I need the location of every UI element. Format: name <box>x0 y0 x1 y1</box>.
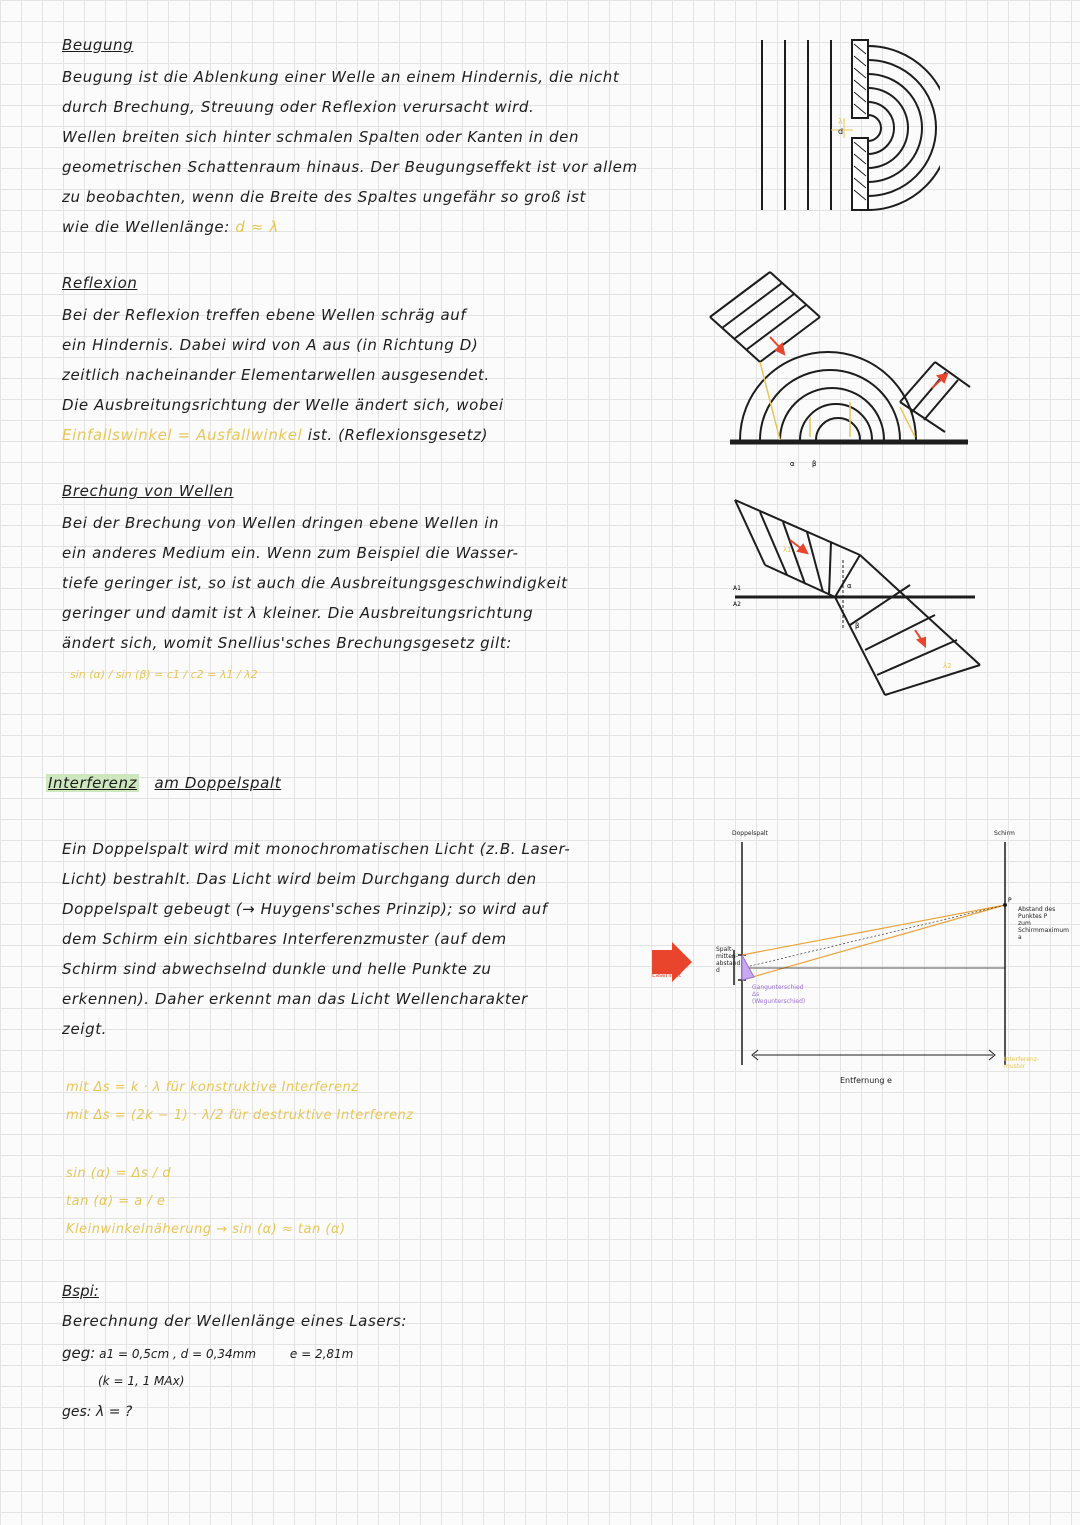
schirm-label: Schirm <box>994 830 1015 837</box>
interferenz-formulas-a <box>66 1074 414 1130</box>
lambda2-label: λ2 <box>943 662 952 670</box>
a2-label: A2 <box>733 601 741 608</box>
formula-destructive: mit Δs = (2k − 1) · λ/2 für destruktive Interferenz <box>66 1108 414 1123</box>
doppelspalt-label: Doppelspalt <box>732 830 768 837</box>
beta-label: β <box>855 622 860 630</box>
given-e: e = 2,81m <box>289 1347 354 1361</box>
reflexion-title: Reflexion <box>62 274 138 292</box>
refraction-figure <box>725 490 985 700</box>
reflexion-line: zeitlich nacheinander Elementarwellen ausgesendet. <box>62 366 490 384</box>
interferenz-title-rest: am Doppelspalt <box>154 774 282 792</box>
entfernung-label: Entfernung e <box>840 1076 892 1085</box>
alpha-label: α <box>847 582 852 590</box>
formula-constructive: mit Δs = k · λ für konstruktive Interferenz <box>66 1080 359 1095</box>
a1-label: A1 <box>733 585 741 592</box>
beugung-line-last <box>62 212 702 242</box>
gangunterschied-label: Gangunterschied Δs (Wegunterschied) <box>752 984 806 1005</box>
abstand-label: Abstand des Punktes P zum Schirmmaximum a <box>1018 906 1070 941</box>
brechung-line: geringer und damit ist λ kleiner. Die Ausbreitungsrichtung <box>62 604 534 622</box>
beugung-formula: d ≈ λ <box>235 218 279 236</box>
interferenz-title <box>46 774 281 792</box>
reflexion-law: Einfallswinkel = Ausfallwinkel <box>62 426 303 444</box>
interferenz-line: Ein Doppelspalt wird mit monochromatischen Licht (z.B. Laser- <box>62 840 571 858</box>
beugung-line: Beugung ist die Ablenkung einer Welle an einem Hindernis, die nicht <box>62 68 620 86</box>
brechung-line: tiefe geringer ist, so ist auch die Ausbreitungsgeschwindigkeit <box>62 574 568 592</box>
interferenz-line: dem Schirm ein sichtbares Interferenzmuster (auf dem <box>62 930 507 948</box>
reflexion-line: Bei der Reflexion treffen ebene Wellen schräg auf <box>62 306 467 324</box>
beispiel-given <box>62 1344 353 1362</box>
laserlicht-label: Laserlicht <box>652 972 682 979</box>
reflection-figure <box>700 262 980 472</box>
interferenz-formulas-b <box>66 1160 346 1244</box>
brechung-formula: sin (α) / sin (β) = c1 / c2 = λ1 / λ2 <box>70 668 258 681</box>
given-values: a1 = 0,5cm , d = 0,34mm <box>99 1347 257 1361</box>
beugung-line: geometrischen Schattenraum hinaus. Der Beugungseffekt ist vor allem <box>62 158 638 176</box>
beugung-line: wie die Wellenlänge: <box>62 218 230 236</box>
brechung-text <box>62 508 662 658</box>
beugung-title: Beugung <box>62 36 134 54</box>
beta-label: β <box>812 460 817 468</box>
beispiel-title: Bspi: <box>62 1282 99 1300</box>
interferenz-line: Doppelspalt gebeugt (→ Huygens'sches Prinzip); so wird auf <box>62 900 548 918</box>
interferenz-title-main: Interferenz <box>48 774 138 792</box>
point-p-label: P <box>1008 897 1012 904</box>
diffraction-figure <box>740 30 940 220</box>
formula-kleinwinkel: Kleinwinkelnäherung → sin (α) ≈ tan (α) <box>66 1222 346 1237</box>
interferenz-line: erkennen). Daher erkennt man das Licht Wellencharakter <box>62 990 528 1008</box>
lambda1-label: λ1 <box>783 546 792 554</box>
double-slit-figure <box>650 820 1070 1090</box>
brechung-line: ändert sich, womit Snellius'sches Brechungsgesetz gilt: <box>62 634 512 652</box>
lambda-label: λ <box>838 117 843 126</box>
given-k: (k = 1, 1 MAx) <box>98 1374 185 1388</box>
spaltmitten-label: Spalt-mitten-abstand d <box>716 946 741 974</box>
interferenz-text <box>62 834 662 1044</box>
interferenz-line: zeigt. <box>62 1020 108 1038</box>
reflexion-law-rest: ist. (Reflexionsgesetz) <box>307 426 489 444</box>
reflexion-law-line <box>62 420 662 450</box>
beispiel-sought: ges: λ = ? <box>62 1404 133 1420</box>
beispiel-line1: Berechnung der Wellenlänge eines Lasers: <box>62 1312 408 1330</box>
formula-tan: tan (α) = a / e <box>66 1194 166 1209</box>
reflexion-text <box>62 300 662 450</box>
reflexion-line: Die Ausbreitungsrichtung der Welle ändert sich, wobei <box>62 396 504 414</box>
beugung-line: zu beobachten, wenn die Breite des Spaltes ungefähr so groß ist <box>62 188 587 206</box>
reflexion-line: ein Hindernis. Dabei wird von A aus (in Richtung D) <box>62 336 479 354</box>
given-label: geg: <box>62 1344 96 1362</box>
brechung-line: Bei der Brechung von Wellen dringen ebene Wellen in <box>62 514 500 532</box>
interferenz-line: Schirm sind abwechselnd dunkle und helle Punkte zu <box>62 960 492 978</box>
brechung-title: Brechung von Wellen <box>62 482 234 500</box>
interferenz-muster-label: Interferenz-muster <box>1004 1056 1040 1070</box>
alpha-label: α <box>790 460 795 468</box>
beugung-line: Wellen breiten sich hinter schmalen Spalten oder Kanten in den <box>62 128 580 146</box>
d-label: d <box>838 127 844 136</box>
formula-sin: sin (α) = Δs / d <box>66 1166 172 1181</box>
brechung-line: ein anderes Medium ein. Wenn zum Beispiel die Wasser- <box>62 544 519 562</box>
beugung-text <box>62 62 702 242</box>
interferenz-line: Licht) bestrahlt. Das Licht wird beim Durchgang durch den <box>62 870 537 888</box>
beugung-line: durch Brechung, Streuung oder Reflexion verursacht wird. <box>62 98 535 116</box>
